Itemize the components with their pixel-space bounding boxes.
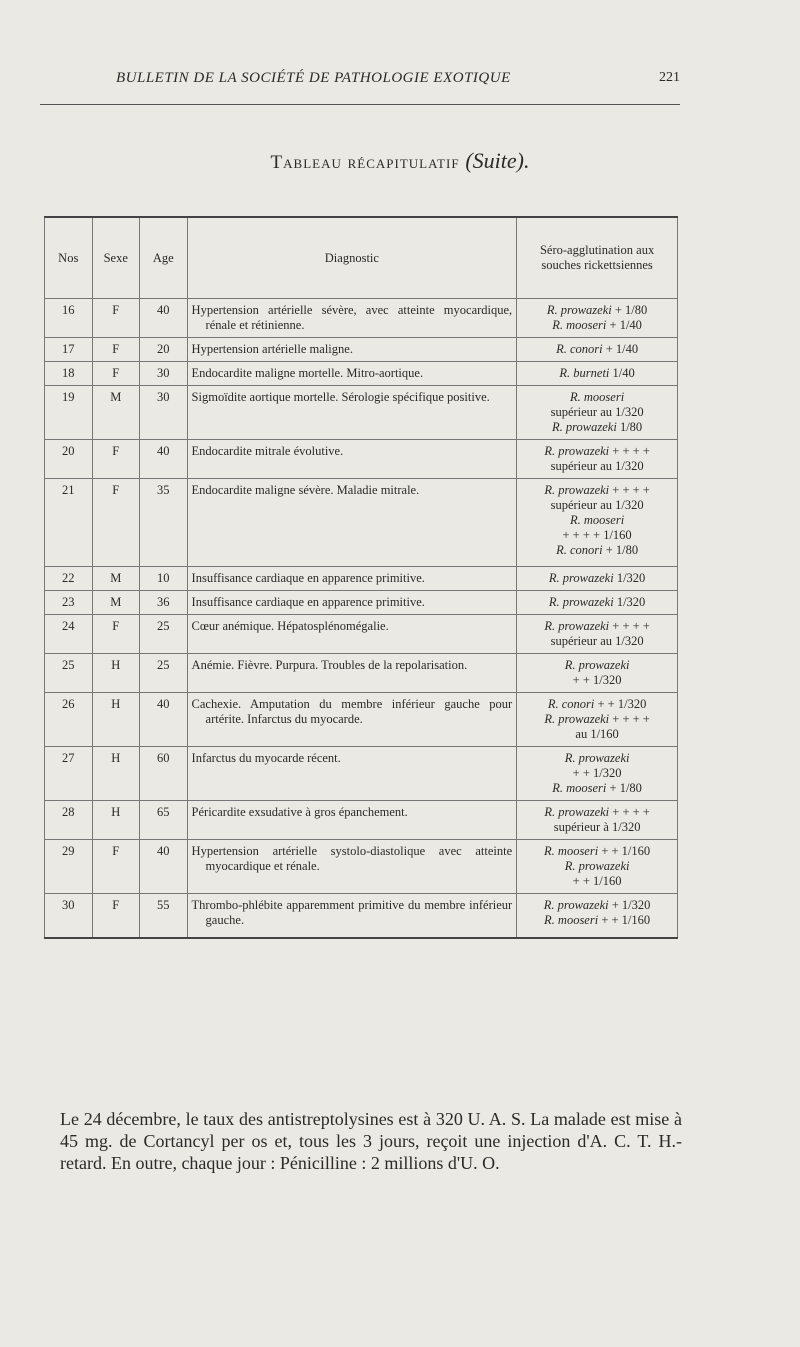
row-age: 35 bbox=[140, 479, 188, 567]
table-row bbox=[45, 693, 678, 747]
diagnostic-text: Thrombo-phlébite apparemment primitive du membre inférieur gauche. bbox=[191, 898, 513, 927]
sero-result: + + + + 1/160 bbox=[562, 528, 632, 542]
row-diagnostic bbox=[187, 299, 517, 338]
diagnostic-text: Hypertension artérielle sévère, avec atteinte myocardique, rénale et rétinienne. bbox=[191, 303, 513, 332]
header-no: Nos bbox=[45, 217, 93, 299]
diagnostic-text: Insuffisance cardiaque en apparence primitive. bbox=[191, 595, 425, 609]
sero-result: R. prowazeki 1/320 bbox=[548, 571, 646, 585]
table-row bbox=[45, 440, 678, 479]
row-sex: F bbox=[92, 479, 140, 567]
sero-result: R. mooseri + 1/80 bbox=[552, 781, 642, 795]
row-number: 18 bbox=[45, 362, 93, 386]
row-sero bbox=[517, 840, 678, 894]
row-age: 65 bbox=[140, 801, 188, 840]
row-sex: F bbox=[92, 894, 140, 938]
row-diagnostic bbox=[187, 615, 517, 654]
row-diagnostic bbox=[187, 338, 517, 362]
table-row bbox=[45, 840, 678, 894]
sero-result: R. prowazeki 1/320 bbox=[548, 595, 646, 609]
row-sex: H bbox=[92, 801, 140, 840]
row-sex: M bbox=[92, 567, 140, 591]
row-sex: H bbox=[92, 654, 140, 693]
row-age: 40 bbox=[140, 840, 188, 894]
row-sero bbox=[517, 386, 678, 440]
row-diagnostic bbox=[187, 591, 517, 615]
diagnostic-text: Endocardite mitrale évolutive. bbox=[191, 444, 344, 458]
table-row bbox=[45, 299, 678, 338]
sero-result: R. mooseri bbox=[570, 390, 625, 404]
header-diagnostic: Diagnostic bbox=[187, 217, 517, 299]
page-number: 221 bbox=[659, 70, 680, 85]
row-number: 28 bbox=[45, 801, 93, 840]
row-sex: M bbox=[92, 591, 140, 615]
row-diagnostic bbox=[187, 567, 517, 591]
table-header-row bbox=[45, 217, 678, 299]
row-sero bbox=[517, 894, 678, 938]
sero-result: R. prowazeki + + + + bbox=[544, 444, 650, 458]
diagnostic-text: Endocardite maligne sévère. Maladie mitrale. bbox=[191, 483, 420, 497]
sero-result: R. mooseri + + 1/160 bbox=[544, 913, 651, 927]
row-sero bbox=[517, 440, 678, 479]
row-age: 60 bbox=[140, 747, 188, 801]
sero-result: R. prowazeki bbox=[564, 751, 630, 765]
sero-result: R. conori + + 1/320 bbox=[547, 697, 647, 711]
row-number: 24 bbox=[45, 615, 93, 654]
journal-title: BULLETIN DE LA SOCIÉTÉ DE PATHOLOGIE EXOTIQUE bbox=[116, 70, 511, 86]
table-row bbox=[45, 479, 678, 567]
table-row bbox=[45, 615, 678, 654]
row-sero bbox=[517, 654, 678, 693]
row-sero bbox=[517, 299, 678, 338]
table-row bbox=[45, 567, 678, 591]
diagnostic-text: Cœur anémique. Hépatosplénomégalie. bbox=[191, 619, 389, 633]
table-row bbox=[45, 338, 678, 362]
row-diagnostic bbox=[187, 386, 517, 440]
row-sex: F bbox=[92, 840, 140, 894]
row-sero bbox=[517, 801, 678, 840]
row-diagnostic bbox=[187, 440, 517, 479]
row-diagnostic bbox=[187, 747, 517, 801]
sero-result: R. prowazeki + 1/80 bbox=[546, 303, 648, 317]
row-sex: F bbox=[92, 362, 140, 386]
sero-result: R. prowazeki + + + + bbox=[544, 805, 650, 819]
row-number: 21 bbox=[45, 479, 93, 567]
row-age: 10 bbox=[140, 567, 188, 591]
sero-result: au 1/160 bbox=[575, 727, 619, 741]
row-diagnostic bbox=[187, 693, 517, 747]
row-diagnostic bbox=[187, 840, 517, 894]
sero-result: supérieur au 1/320 bbox=[550, 405, 644, 419]
row-age: 36 bbox=[140, 591, 188, 615]
row-age: 25 bbox=[140, 654, 188, 693]
diagnostic-text: Sigmoïdite aortique mortelle. Sérologie spécifique positive. bbox=[191, 390, 490, 404]
table-row bbox=[45, 362, 678, 386]
row-sex: F bbox=[92, 615, 140, 654]
row-age: 30 bbox=[140, 386, 188, 440]
row-sex: M bbox=[92, 386, 140, 440]
sero-result: R. prowazeki + + + + bbox=[544, 619, 650, 633]
row-number: 19 bbox=[45, 386, 93, 440]
row-age: 55 bbox=[140, 894, 188, 938]
row-diagnostic bbox=[187, 894, 517, 938]
sero-result: + + 1/320 bbox=[572, 673, 622, 687]
row-sex: F bbox=[92, 440, 140, 479]
sero-result: R. mooseri + + 1/160 bbox=[544, 844, 651, 858]
row-number: 20 bbox=[45, 440, 93, 479]
row-age: 40 bbox=[140, 693, 188, 747]
row-sex: H bbox=[92, 693, 140, 747]
sero-result: R. prowazeki + 1/320 bbox=[543, 898, 651, 912]
table-title-suite: (Suite). bbox=[465, 148, 530, 173]
row-sero bbox=[517, 615, 678, 654]
diagnostic-text: Anémie. Fièvre. Purpura. Troubles de la repolarisation. bbox=[191, 658, 468, 672]
row-number: 27 bbox=[45, 747, 93, 801]
row-age: 40 bbox=[140, 299, 188, 338]
diagnostic-text: Péricardite exsudative à gros épanchement. bbox=[191, 805, 408, 819]
row-diagnostic bbox=[187, 362, 517, 386]
sero-result: R. mooseri + 1/40 bbox=[552, 318, 642, 332]
row-number: 23 bbox=[45, 591, 93, 615]
row-sero bbox=[517, 591, 678, 615]
row-sero bbox=[517, 747, 678, 801]
header-sero: Séro-agglutination aux souches rickettsiennes bbox=[517, 217, 678, 299]
row-number: 26 bbox=[45, 693, 93, 747]
sero-result: supérieur au 1/320 bbox=[550, 498, 644, 512]
sero-result: supérieur au 1/320 bbox=[550, 634, 644, 648]
row-number: 22 bbox=[45, 567, 93, 591]
sero-result: R. burneti 1/40 bbox=[559, 366, 635, 380]
row-number: 29 bbox=[45, 840, 93, 894]
table-title-main: Tableau récapitulatif bbox=[270, 152, 460, 173]
sero-result: R. prowazeki 1/80 bbox=[552, 420, 643, 434]
running-header bbox=[40, 70, 680, 105]
diagnostic-text: Infarctus du myocarde récent. bbox=[191, 751, 341, 765]
row-age: 20 bbox=[140, 338, 188, 362]
sero-result: R. prowazeki bbox=[564, 859, 630, 873]
row-diagnostic bbox=[187, 654, 517, 693]
row-age: 25 bbox=[140, 615, 188, 654]
row-sero bbox=[517, 338, 678, 362]
sero-result: R. prowazeki bbox=[564, 658, 630, 672]
row-sex: H bbox=[92, 747, 140, 801]
row-sex: F bbox=[92, 338, 140, 362]
diagnostic-text: Hypertension artérielle systolo-diastolique avec atteinte myocardique et rénale. bbox=[191, 844, 513, 873]
row-number: 30 bbox=[45, 894, 93, 938]
sero-result: supérieur au 1/320 bbox=[550, 459, 644, 473]
sero-result: + + 1/320 bbox=[572, 766, 622, 780]
diagnostic-text: Insuffisance cardiaque en apparence primitive. bbox=[191, 571, 425, 585]
sero-result: + + 1/160 bbox=[572, 874, 622, 888]
sero-result: R. prowazeki + + + + bbox=[544, 483, 650, 497]
summary-table bbox=[44, 216, 678, 939]
diagnostic-text: Endocardite maligne mortelle. Mitro-aortique. bbox=[191, 366, 424, 380]
sero-result: R. conori + 1/40 bbox=[556, 342, 639, 356]
row-number: 25 bbox=[45, 654, 93, 693]
header-age: Age bbox=[140, 217, 188, 299]
sero-result: supérieur à 1/320 bbox=[553, 820, 641, 834]
table-row bbox=[45, 894, 678, 938]
sero-result: R. conori + 1/80 bbox=[556, 543, 639, 557]
table-row bbox=[45, 747, 678, 801]
sero-result: R. prowazeki + + + + bbox=[544, 712, 650, 726]
row-sero bbox=[517, 567, 678, 591]
row-sex: F bbox=[92, 299, 140, 338]
row-diagnostic bbox=[187, 479, 517, 567]
table-row bbox=[45, 591, 678, 615]
table-row bbox=[45, 801, 678, 840]
row-age: 40 bbox=[140, 440, 188, 479]
header-sex: Sexe bbox=[92, 217, 140, 299]
row-number: 16 bbox=[45, 299, 93, 338]
row-age: 30 bbox=[140, 362, 188, 386]
row-diagnostic bbox=[187, 801, 517, 840]
body-paragraph: Le 24 décembre, le taux des antistreptolysines est à 320 U. A. S. La malade est mise à 45 mg. de Cortancyl per os et, tous les 3 jours, reçoit une injection d'A. C. T. H.-retard. En outre, chaque jour : Pénicilline : 2 millions d'U. O. bbox=[60, 1109, 682, 1173]
row-sero bbox=[517, 693, 678, 747]
sero-result: R. mooseri bbox=[570, 513, 625, 527]
row-number: 17 bbox=[45, 338, 93, 362]
table-row bbox=[45, 654, 678, 693]
table-row bbox=[45, 386, 678, 440]
diagnostic-text: Hypertension artérielle maligne. bbox=[191, 342, 353, 356]
diagnostic-text: Cachexie. Amputation du membre inférieur gauche pour artérite. Infarctus du myocarde. bbox=[191, 697, 513, 726]
table-title bbox=[0, 148, 800, 174]
row-sero bbox=[517, 479, 678, 567]
row-sero bbox=[517, 362, 678, 386]
